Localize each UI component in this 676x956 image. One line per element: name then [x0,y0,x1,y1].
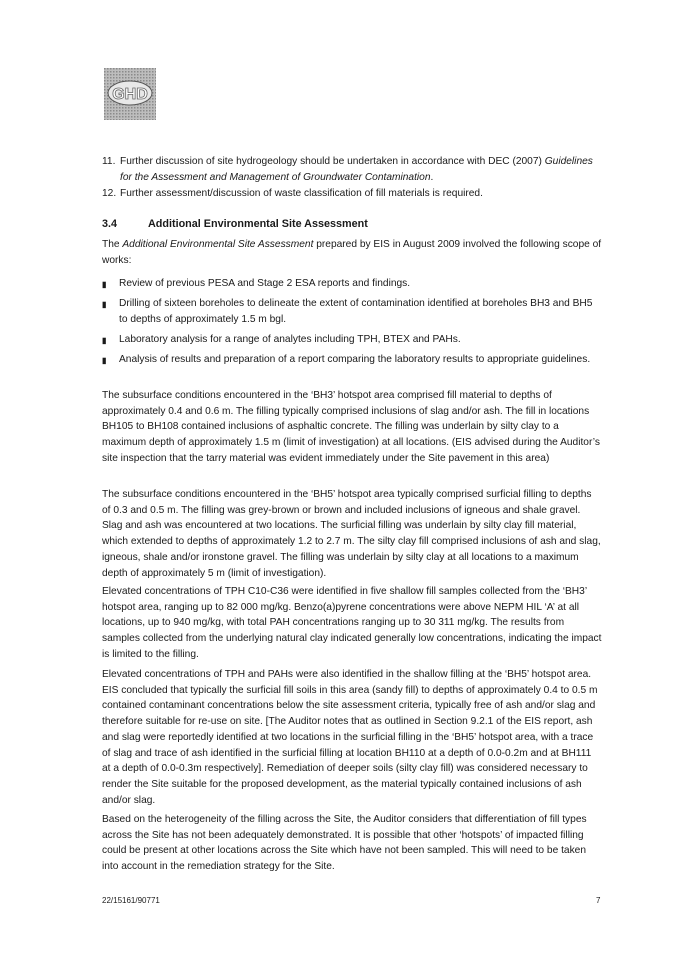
list-item [102,186,602,202]
document-reference: 22/15161/90771 [102,896,160,905]
ghd-logo [104,68,156,120]
list-item [102,154,602,185]
bullet-icon: ▮ [102,300,107,309]
body-paragraph: Elevated concentrations of TPH and PAHs were also identified in the shallow filling at the ‘BH5’ hotspot area. EIS concluded that typically the surficial fill soils in this area (sandy fill) to depths of approximately 0.4 to 0.5 m contained contaminant concentrations below the site assessment criteria, typically free of ash and/or slag and therefore suitable for re-use on site. [The Auditor notes that as outlined in Section 9.2.1 of the EIS report, ash and slag were reportedly identified at two locations in the surficial filling in the ‘BH5’ hotspot area, with a trace of slag and trace of ash identified in the surficial filling at location BH110 at a depth of 0.0-0.2m and at BH111 at a depth of 0.0-0.3m respectively]. Remediation of deeper soils (silty clay fill) was considered necessary to render the Site suitable for the proposed development, as the material typically contained inclusions of ash and/or slag. [102,669,598,806]
item-number: 12. [102,188,117,199]
item-text: Further discussion of site hydrogeology should be undertaken in accordance with DEC (2007) Guidelines for the Assessment and Management of Groundwater Contamination. [120,156,593,183]
item-text: Further assessment/discussion of waste classification of fill materials is required. [120,188,483,199]
svg-text:GHD: GHD [112,86,148,103]
page-number: 7 [596,896,601,905]
bullet-icon: ▮ [102,280,107,289]
bullet-item: ▮ Drilling of sixteen boreholes to delineate the extent of contamination identified at boreholes BH3 and BH5 to depths of approximately 1.5 m bgl. [102,296,602,327]
body-paragraph: The subsurface conditions encountered in the ‘BH5’ hotspot area typically comprised surficial filling to depths of 0.3 and 0.5 m. The filling was grey-brown or brown and included inclusions of igneous and shale gravel. Slag and ash was encountered at two locations. The surficial filling was underlain by silty clay fill material, which extended to depths of approximately 1.2 to 2.7 m. The silty clay fill comprised inclusions of ash and slag, igneous, shale and/or ironstone gravel. The filling was underlain by silty clay at all locations to a maximum depth of approximately 5 m (limit of investigation). [102,489,601,579]
bullet-icon: ▮ [102,336,107,345]
intro-paragraph: The Additional Environmental Site Assessment prepared by EIS in August 2009 involved the following scope of works: [102,239,602,266]
section-heading [102,218,368,230]
bullet-item: ▮ Review of previous PESA and Stage 2 ESA reports and findings. [102,276,602,293]
body-paragraph: Based on the heterogeneity of the filling across the Site, the Auditor considers that differentiation of fill types across the Site has not been adequately demonstrated. It is possible that other ‘hotspots’ of impacted filling could be present at other locations across the Site which have not been sampled. This will need to be taken into account in the remediation strategy for the Site. [102,814,587,873]
bullet-item: ▮ Analysis of results and preparation of a report comparing the laboratory results to appropriate guidelines. [102,352,602,369]
body-paragraph: The subsurface conditions encountered in the ‘BH3’ hotspot area comprised fill material to depths of approximately 0.4 and 0.6 m. The filling typically comprised inclusions of slag and/or ash. The fill in locations BH105 to BH108 contained inclusions of asphaltic concrete. The filling was underlain by silty clay to a maximum depth of approximately 1.5 m (limit of investigation) at all locations. (EIS advised during the Auditor’s site inspection that the tarry material was evident immediately under the Site pavement in this area) [102,390,600,464]
section-title: Additional Environmental Site Assessment [148,218,368,230]
bullet-item: ▮ Laboratory analysis for a range of analytes including TPH, BTEX and PAHs. [102,332,602,349]
section-number: 3.4 [102,218,118,230]
bullet-icon: ▮ [102,356,107,365]
body-paragraph: Elevated concentrations of TPH C10-C36 were identified in five shallow fill samples collected from the ‘BH3’ hotspot area, ranging up to 82 000 mg/kg. Benzo(a)pyrene concentrations were above NEPM HIL ‘A’ at all locations, up to 940 mg/kg, with total PAH concentrations ranging up to 30 311 mg/kg. The results from samples collected from the underlying natural clay indicated generally low concentrations, indicating the impact is limited to the filling. [102,586,602,660]
item-number: 11. [102,156,116,167]
